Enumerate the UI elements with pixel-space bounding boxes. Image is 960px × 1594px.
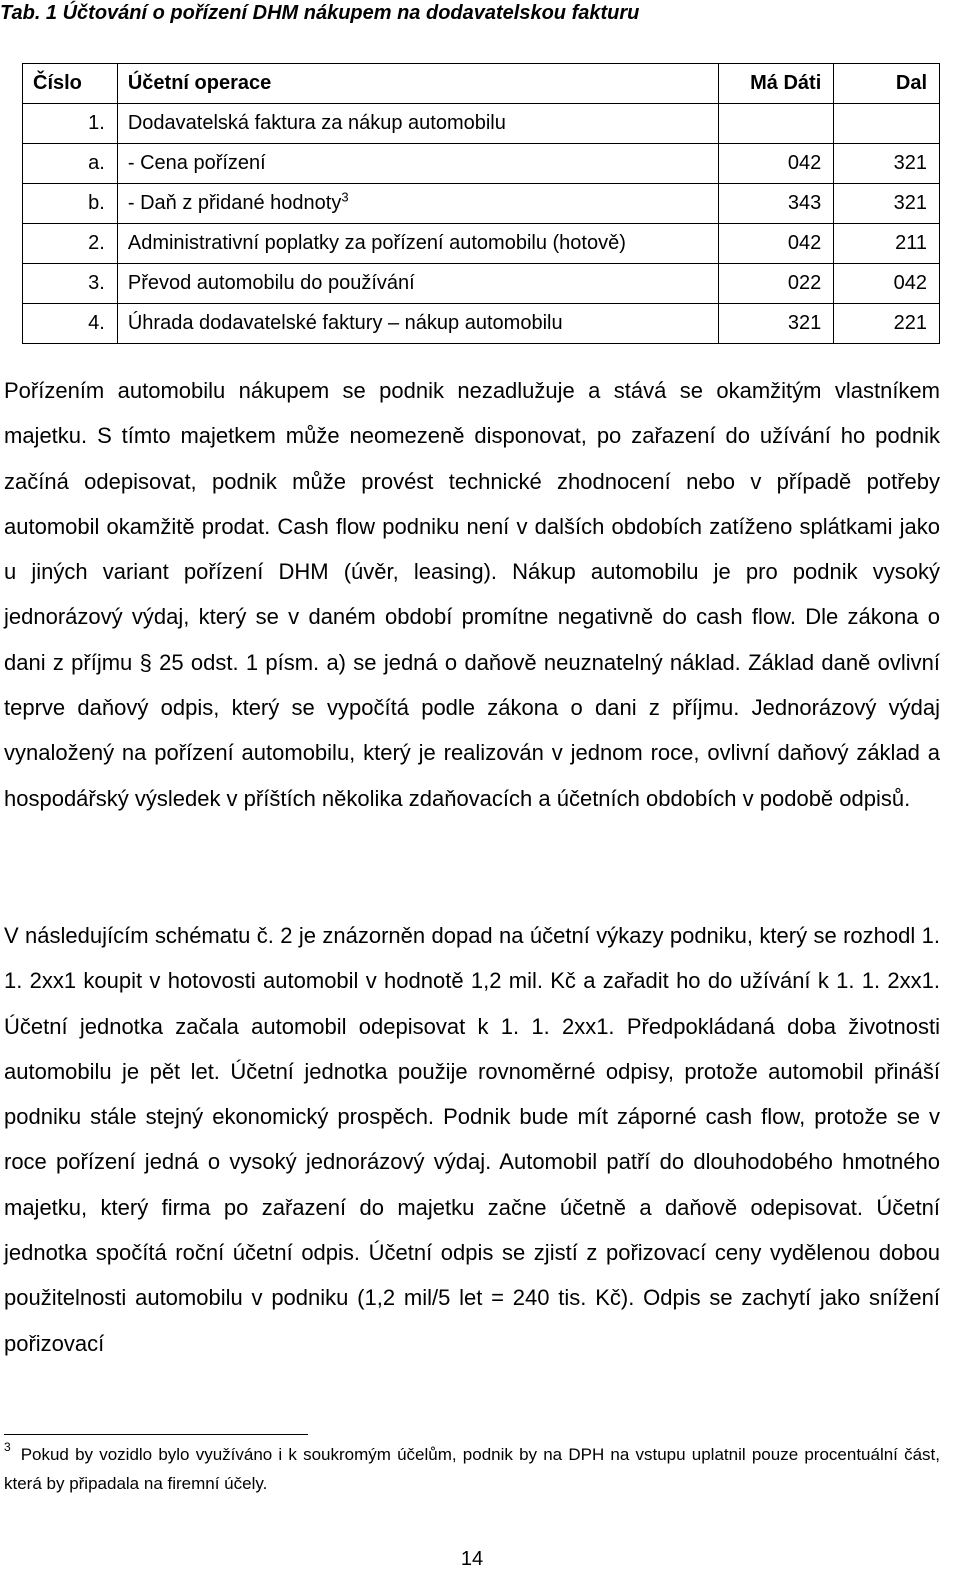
row-number: 3. bbox=[23, 264, 118, 304]
row-operation: Administrativní poplatky za pořízení automobilu (hotově) bbox=[117, 224, 719, 264]
row-operation: Úhrada dodavatelské faktury – nákup automobilu bbox=[117, 304, 719, 344]
header-cislo: Číslo bbox=[23, 64, 118, 104]
row-dal: 211 bbox=[834, 224, 940, 264]
row-dal: 042 bbox=[834, 264, 940, 304]
row-ma-dati: 042 bbox=[719, 224, 834, 264]
footnote bbox=[4, 1441, 940, 1498]
header-ma-dati: Má Dáti bbox=[719, 64, 834, 104]
body-paragraph: V následujícím schématu č. 2 je znázorněn dopad na účetní výkazy podniku, který se rozhodl 1. 1. 2xx1 koupit v hotovosti automobil v hodnotě 1,2 mil. Kč a zařadit ho do užívání k 1. 1. 2xx1. Účetní jednotka začala automobil odepisovat k 1. 1. 2xx1. Předpokládaná doba životnosti automobilu je pět let. Účetní jednotka použije rovnoměrné odpisy, protože automobil přináší podniku stále stejný ekonomický prospěch. Podnik bude mít záporné cash flow, protože se v roce pořízení jedná o vysoký jednorázový výdaj. Automobil patří do dlouhodobého hmotného majetku, který firma po zařazení do majetku začne účetně a daňově odepisovat. Účetní jednotka spočítá roční účetní odpis. Účetní odpis se zjistí z pořizovací ceny vydělenou dobou použitelnosti automobilu v podniku (1,2 mil/5 let = 240 tis. Kč). Odpis se zachytí jako snížení pořizovací bbox=[4, 923, 940, 1356]
table-row bbox=[23, 304, 940, 344]
row-ma-dati: 022 bbox=[719, 264, 834, 304]
accounting-table bbox=[22, 63, 940, 344]
row-operation-text: - Daň z přidané hodnoty bbox=[127, 192, 342, 214]
footnote-divider bbox=[4, 1434, 308, 1435]
row-number: 1. bbox=[23, 104, 118, 144]
footnote-mark: 3 bbox=[4, 1440, 11, 1454]
table-row bbox=[23, 184, 940, 224]
row-operation: Převod automobilu do používání bbox=[117, 264, 719, 304]
row-operation bbox=[117, 184, 719, 224]
row-number: 2. bbox=[23, 224, 118, 264]
table-row bbox=[23, 104, 940, 144]
row-operation: - Cena pořízení bbox=[117, 144, 719, 184]
page-number: 14 bbox=[460, 1548, 484, 1570]
row-number: a. bbox=[23, 144, 118, 184]
row-dal: 221 bbox=[834, 304, 940, 344]
footnote-text: Pokud by vozidlo bylo využíváno i k soukromým účelům, podnik by na DPH na vstupu uplatnil pouze procentuální část, která by připadala na firemní účely. bbox=[4, 1445, 940, 1493]
table-header-row bbox=[23, 64, 940, 104]
table-row bbox=[23, 224, 940, 264]
row-ma-dati: 321 bbox=[719, 304, 834, 344]
table-row bbox=[23, 144, 940, 184]
table-caption: Tab. 1 Účtování o pořízení DHM nákupem na dodavatelskou fakturu bbox=[0, 2, 640, 24]
body-paragraph: Pořízením automobilu nákupem se podnik nezadlužuje a stává se okamžitým vlastníkem majetku. S tímto majetkem může neomezeně disponovat, po zařazení do užívání ho podnik začíná odepisovat, podnik může provést technické zhodnocení nebo v případě potřeby automobil okamžitě prodat. Cash flow podniku není v dalších obdobích zatíženo splátkami jako u jiných variant pořízení DHM (úvěr, leasing). Nákup automobilu je pro podnik vysoký jednorázový výdaj, který se v daném období promítne negativně do cash flow. Dle zákona o dani z příjmu § 25 odst. 1 písm. a) se jedná o daňově neuznatelný náklad. Základ daně ovlivní teprve daňový odpis, který se vypočítá podle zákona o dani z příjmu. Jednorázový výdaj vynaložený na pořízení automobilu, který je realizován v jednom roce, ovlivní daňový základ a hospodářský výsledek v příštích několika zdaňovacích a účetních obdobích v podobě odpisů. bbox=[4, 378, 940, 811]
row-operation: Dodavatelská faktura za nákup automobilu bbox=[117, 104, 719, 144]
row-ma-dati bbox=[719, 104, 834, 144]
header-ucetni-operace: Účetní operace bbox=[117, 64, 719, 104]
row-dal: 321 bbox=[834, 184, 940, 224]
footnote-reference: 3 bbox=[341, 189, 349, 205]
row-number: b. bbox=[23, 184, 118, 224]
table-row bbox=[23, 264, 940, 304]
row-number: 4. bbox=[23, 304, 118, 344]
header-dal: Dal bbox=[834, 64, 940, 104]
row-dal: 321 bbox=[834, 144, 940, 184]
row-dal bbox=[834, 104, 940, 144]
row-ma-dati: 042 bbox=[719, 144, 834, 184]
row-ma-dati: 343 bbox=[719, 184, 834, 224]
